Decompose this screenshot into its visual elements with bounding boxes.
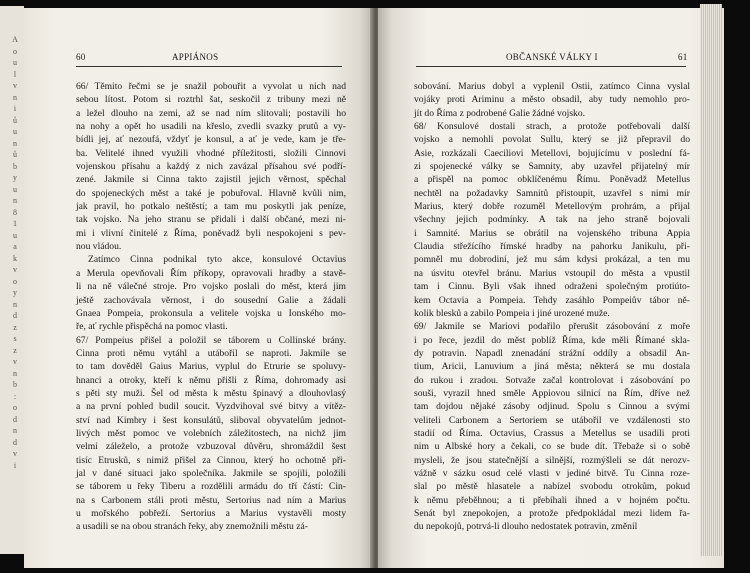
- text-line: 67/ Pompeius přišel a položil se táborem u Collinské brány.: [76, 334, 346, 346]
- text-line: nou vládou.: [76, 241, 122, 253]
- text-line: 69/ Jakmile se Mariovi podařilo přerušit zásobování z moře: [414, 321, 690, 333]
- text-line: Senát byl znepokojen, a protože předpokládal mezi lidem řa-: [414, 508, 690, 519]
- text-line: i Samnité. Marius se obrátil na vojenského tribuna Appia: [414, 227, 690, 239]
- text-line: ještě zachovávala věrnost, i do sousední Galie a žádali: [76, 294, 346, 306]
- text-line: kem Octavia a Pompeia. Tehdy zasáhlo Pompeiův tábor ně-: [414, 294, 690, 306]
- text-line: s pěti sty muži. Šel od města k městu špinavý a dlouhovlasý: [76, 387, 346, 399]
- left-page: [24, 8, 374, 568]
- right-running-head: OBČANSKÉ VÁLKY I: [506, 52, 598, 62]
- text-line: Marius, který dobře rozuměl Metellovým prohrám, a přijal: [414, 201, 690, 213]
- text-line: a přispěl na pomoc obklíčenému Římu. Poněvadž Metellus: [414, 174, 690, 186]
- text-line: jak pravil, ho potkalo neštěstí; a tam mu poskytli jak peníze,: [76, 201, 346, 213]
- text-line: a Merula opevňovali Řím příkopy, opravovali hradby a stavě-: [76, 267, 346, 279]
- text-line: tam i Cinnu. Byli však ihned odraženi společným protiúto-: [414, 281, 690, 293]
- text-line: Claudia střežícího římské hradby na pahorku Janikulu, při-: [414, 241, 690, 253]
- text-line: nechtěl na požadavky Samnitů přistoupit, uzavřel s nimi mír: [414, 187, 690, 199]
- text-line: li na ně válečné stroje. Pro vojsko poslali do měst, která jim: [76, 281, 346, 293]
- text-line: Asie, rozkázali Caeciliovi Metellovi, bojujícímu v poslední fá-: [414, 147, 690, 159]
- text-line: vojáky proti Ariminu a město obsadil, aby tudy nemohlo pro-: [414, 94, 690, 106]
- left-page-number: 60: [76, 52, 86, 62]
- text-line: a na první pohled budil soucit. Vyzdvihoval své bitvy a vítěz-: [76, 401, 346, 413]
- text-line: zené. Jakmile si Cinna takto zajistil jejich věrnost, spěchal: [76, 174, 346, 186]
- text-line: Zatímco Cinna podnikal tyto akce, konsulové Octavius: [88, 254, 346, 266]
- left-running-head: APPIÁNOS: [172, 52, 219, 62]
- text-line: to tam dověděl Gaius Marius, vyplul do Etrurie se spoluvy-: [76, 361, 346, 373]
- text-line: na nohy a opět ho usadili na křeslo, zvedli svazky prutů a vy-: [76, 121, 346, 133]
- text-line: i po řece, jezdil do měst poblíž Říma, kde měli Římané skla-: [414, 334, 690, 346]
- text-line: du nepokojů, potrvá-li dlouho nedostatek potravin, změnil: [414, 521, 638, 533]
- text-line: Cinna proti němu vytáhl a utábořil se naproti. Jakmile se: [76, 347, 346, 359]
- text-line: livých měst pomoc ve volebních záležitostech, na nichž jim: [76, 427, 346, 439]
- text-line: ře, ať rychle přispěchá na pomoc vlasti.: [76, 321, 228, 333]
- text-line: vojenskou přísahu a každý z nich zavázal přísahou své podří-: [76, 161, 346, 173]
- text-line: tam dojdou nějaké zásoby odjinud. Spolu s Cinnou a svými: [414, 401, 690, 413]
- text-line: pomněl mu dobrodiní, jež mu sám kdysi prokázal, a ten mu: [414, 254, 690, 266]
- text-line: se táborem u řeky Tiberu a rozdělili armádu do tří částí: Cin-: [76, 481, 346, 493]
- text-line: nim u Albské hory a čekali, co se bude dít. Třebaže si o sobě: [414, 441, 690, 453]
- text-line: k němu přeběhnou; a ti přebíhali ihned a v hojném počtu.: [414, 494, 690, 506]
- page-edges: [700, 4, 722, 556]
- text-line: tium, Aricii, Lanuvium a jiná města; některá se mu dostala: [414, 361, 690, 373]
- text-line: do rukou i zradou. Sotvaže začal kontrolovat i zásobování po: [414, 374, 690, 386]
- text-line: ství nad Kimbry i šest konsulátů, sliboval obyvatelům jednot-: [76, 414, 346, 426]
- text-line: ba. Velitelé ihned využili vhodné příležitosti, složili Cinnovi: [76, 147, 346, 159]
- text-line: a ležel dlouho na zemi, až se nad ním slitovali; postavili ho: [76, 107, 346, 119]
- text-line: veliteli Carbonem a Sertoriem se utábořil ve vzdálenosti sto: [414, 414, 690, 426]
- text-line: 68/ Konsulové dostali strach, a protože potřebovali další: [414, 121, 690, 133]
- text-line: mi i vlivní činitelé z Říma, poněvadž byli nespokojeni s pev-: [76, 227, 346, 239]
- text-line: kolik blesků a zabilo Pompeia i jiné urozené muže.: [414, 307, 610, 319]
- left-page-body: [76, 80, 346, 534]
- right-page: [378, 8, 724, 568]
- text-line: zi spojenecké války se Samnity, aby uzavřel přijatelný mír: [414, 161, 690, 173]
- right-page-body: [414, 80, 690, 534]
- text-line: hnanci a otroky, kteří k němu přišli z Říma, dohromady asi: [76, 374, 346, 386]
- text-line: u mořského pobřeží. Sertorius a Marius vystavěli mosty: [76, 508, 346, 519]
- adjacent-page-fragment: [0, 6, 24, 554]
- text-line: souši, vyrazil hned směle Appiovou silnicí na Řím, dříve než: [414, 387, 690, 399]
- text-line: vojsko a nemohli povolat Sullu, který se již přepravil do: [414, 134, 690, 146]
- text-line: Gnaea Pompeia, prokonsula a velitele vojska u Ionského mo-: [76, 307, 346, 319]
- text-line: do spojeneckých měst a také je pobuřoval. Hlavně kvůli nim,: [76, 187, 346, 199]
- right-header-rule: [416, 66, 686, 67]
- text-line: sobování. Marius dobyl a vyplenil Ostii, zatímco Cinna vyslal: [414, 81, 690, 92]
- text-line: všechny jejich podmínky. A tak na jeho straně bojovali: [414, 214, 690, 226]
- text-line: mysleli, že jsou statečnější a silnější, rozmýšleli se dát nerozv-: [414, 454, 690, 466]
- text-line: stadií od Říma. Octavius, Crassus a Metellus se usadili proti: [414, 427, 690, 439]
- text-line: na úsvitu otevřel bránu. Marius vstoupil do města a vpustil: [414, 267, 690, 279]
- text-line: vážně v sázku osud celé vlasti v jediné bitvě. Tu Cinna roze-: [414, 467, 690, 479]
- text-line: slal po městě hlasatele a nabízel svobodu otrokům, pokud: [414, 481, 690, 493]
- text-line: jal v dané situaci jako společníka. Jakmile se spojili, položili: [76, 467, 346, 479]
- left-header-rule: [76, 66, 342, 67]
- text-line: 66/ Těmito řečmi se je snažil pobouřit a vyvolat u nich nad: [76, 81, 346, 92]
- open-book: [24, 8, 724, 568]
- text-line: tisíc Etrusků, s nimiž přišel za Cinnou, který ho ochotně při-: [76, 454, 346, 466]
- text-line: tak vojsko. Na jeho stranu se přidali i další občané, mezi ni-: [76, 214, 346, 226]
- text-line: velmi záleželo, a protože vzbuzoval důvěru, shromáždil šest: [76, 441, 346, 453]
- text-line: sebou lítost. Potom si roztrhl šat, seskočil z tribuny mezi ně: [76, 94, 346, 106]
- text-line: bídli jej, ať nezoufá, vždyť je konsul, a ať je vede, kam je tře-: [76, 134, 346, 146]
- text-line: a usadili se na obou stranách řeky, aby znemožnili městu zá-: [76, 521, 308, 533]
- text-line: dy potravin. Napadl znenadání strážní oddíly a obsadil An-: [414, 347, 690, 359]
- text-line: jít do Říma z podrobené Galie žádné vojsko.: [414, 107, 586, 119]
- adjacent-page-letters: A o u l v n i ů u n ů b y u n 8 1 u a k v o y n d z s z v n b : o d n d v i: [12, 35, 18, 470]
- text-line: na s Carbonem stáli proti městu, Sertorius nad ním a Marius: [76, 494, 346, 506]
- right-page-number: 61: [678, 52, 688, 62]
